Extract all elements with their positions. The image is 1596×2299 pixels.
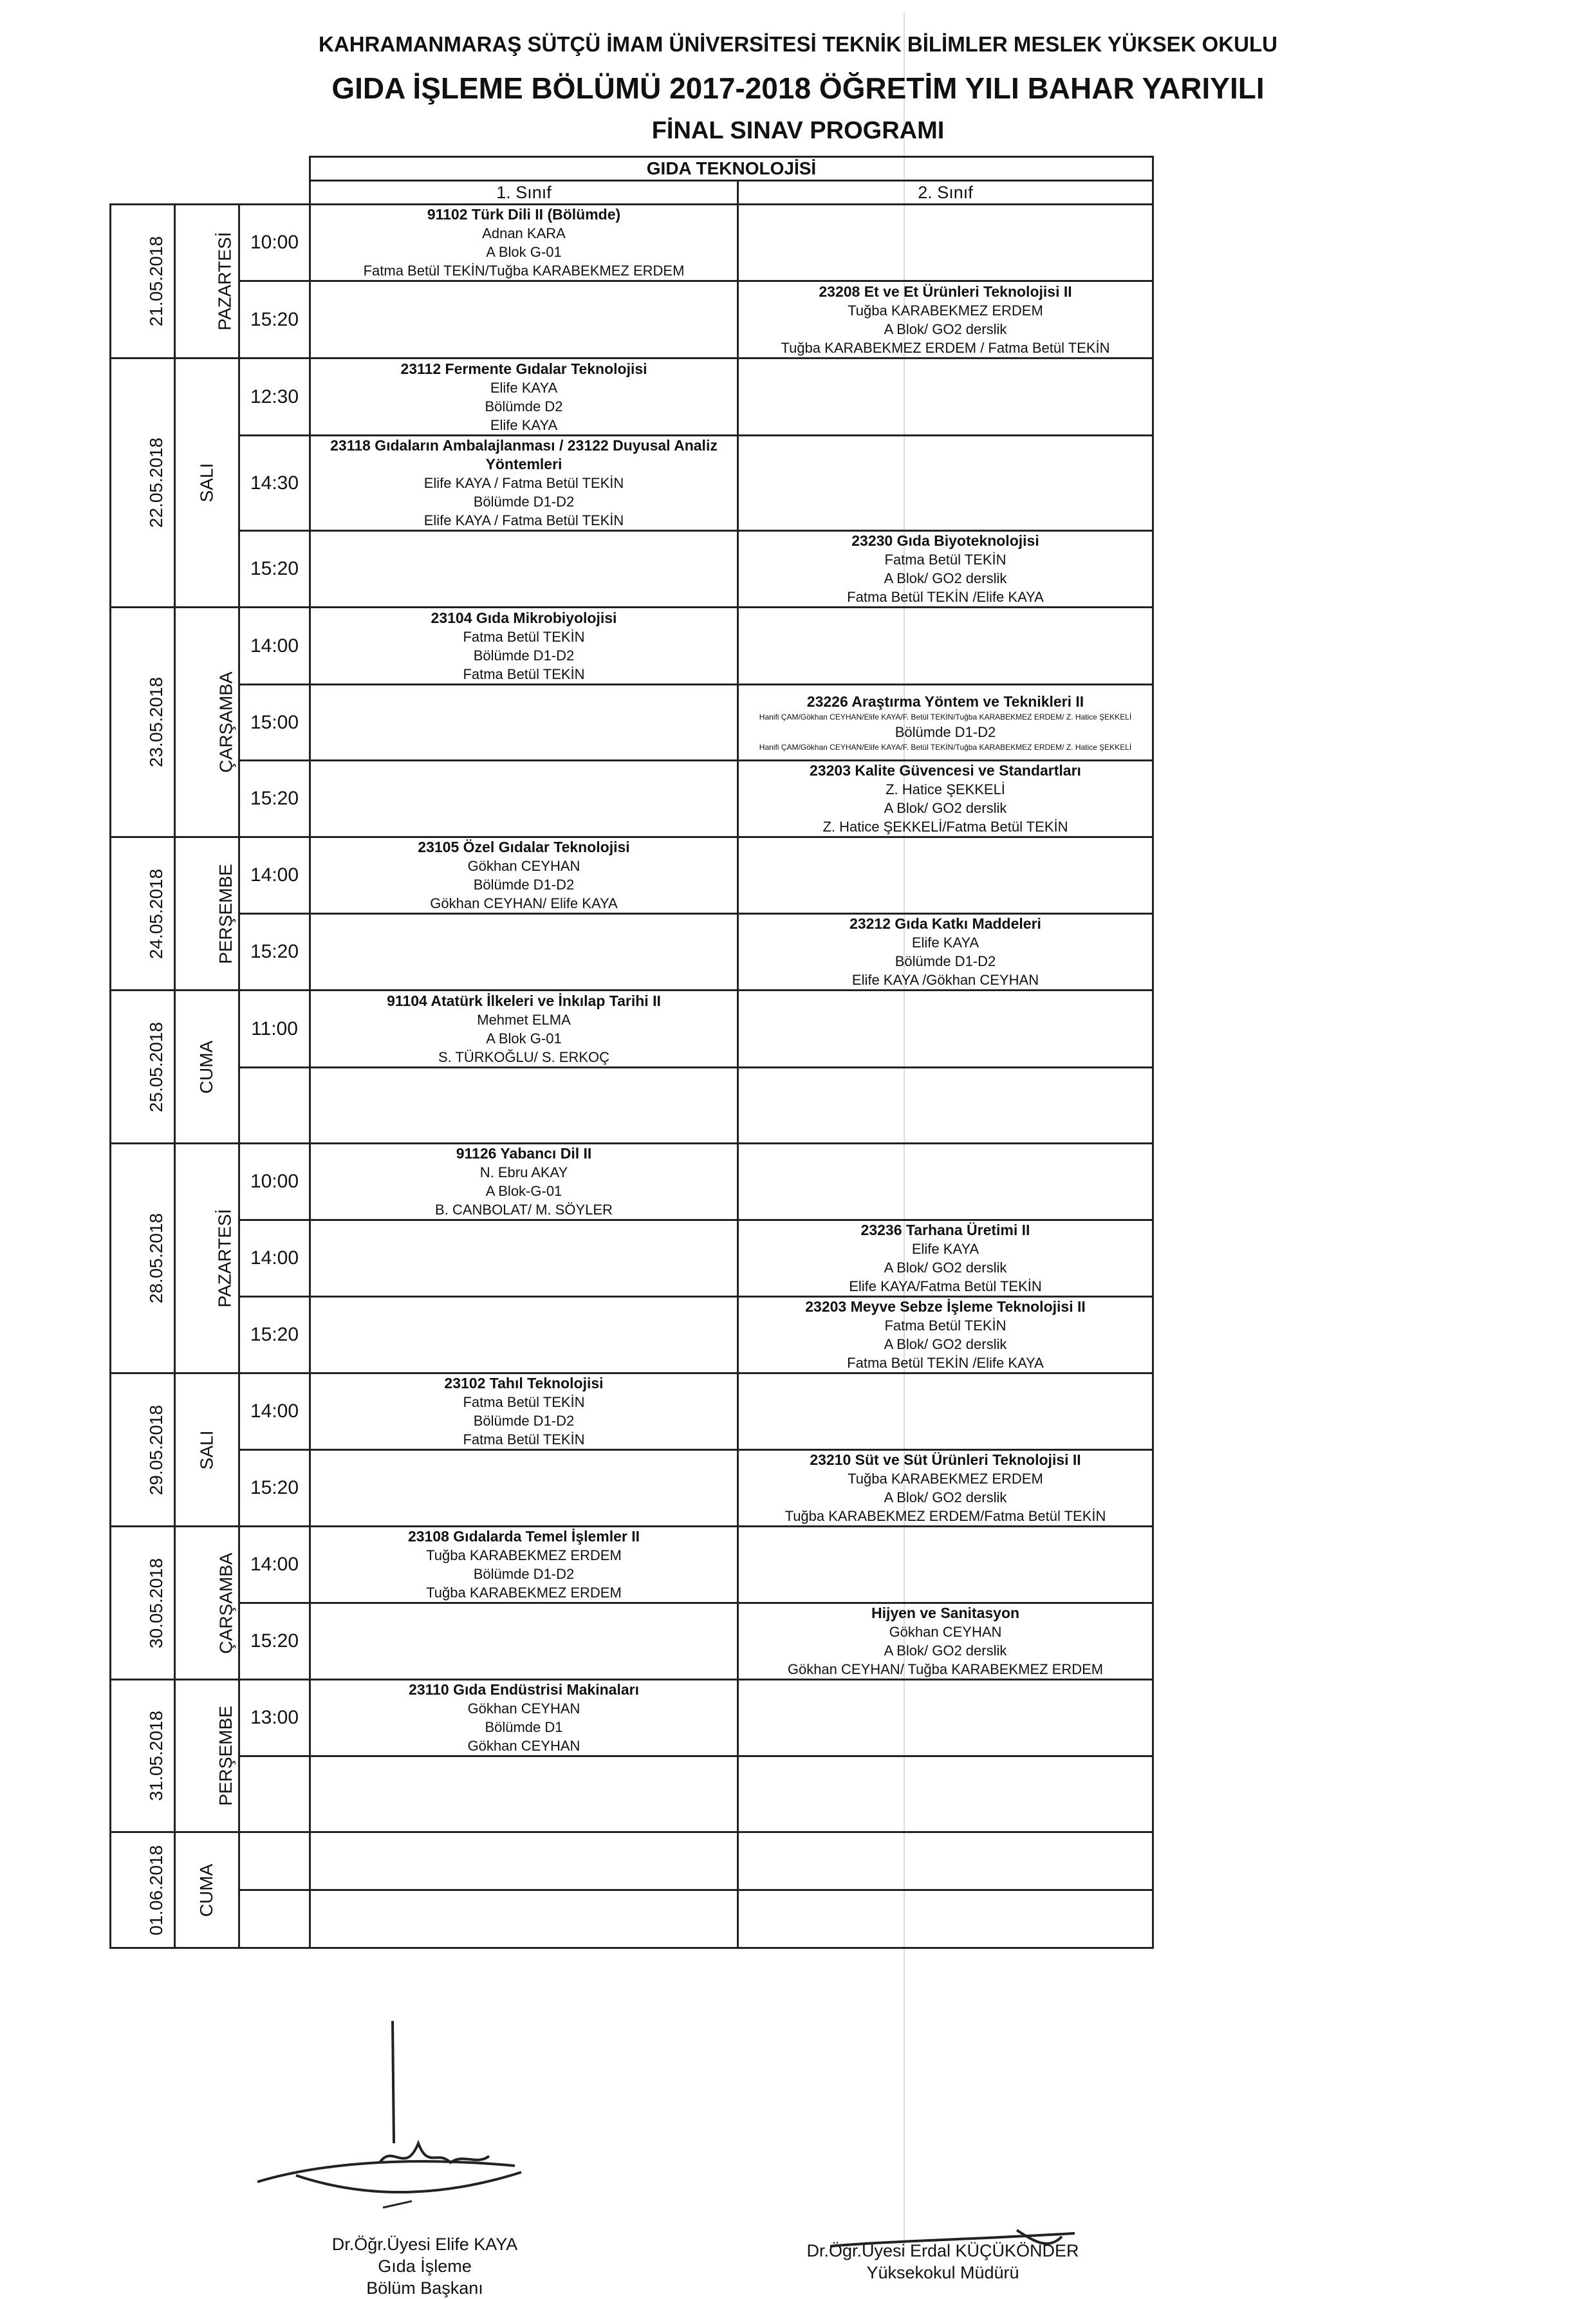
schedule-row — [111, 205, 1153, 281]
room: A Blok/ GO2 derslik — [884, 1260, 1007, 1276]
exam-weekday — [175, 837, 239, 991]
exam-weekday-text: SALI — [196, 1430, 217, 1469]
course-title: 91126 Yabancı Dil II — [456, 1145, 592, 1162]
schedule-row — [111, 531, 1153, 608]
exam-weekday — [175, 1373, 239, 1527]
proctors: Tuğba KARABEKMEZ ERDEM/Fatma Betül TEKİN — [784, 1508, 1106, 1524]
class2-exam-cell — [738, 1297, 1153, 1373]
class1-exam-cell — [310, 914, 738, 991]
exam-weekday-text: PERŞEMBE — [215, 1706, 236, 1806]
exam-time: 15:20 — [239, 531, 310, 608]
exam-date-text: 31.05.2018 — [146, 1710, 167, 1801]
handwritten-signature-right — [824, 2227, 1081, 2257]
class1-exam-cell — [310, 436, 738, 531]
schedule-row — [111, 1068, 1153, 1144]
schedule-row — [111, 1297, 1153, 1373]
schedule-row — [111, 1890, 1153, 1948]
exam-date-text: 22.05.2018 — [146, 437, 167, 528]
exam-date-text: 28.05.2018 — [146, 1213, 167, 1304]
class2-exam-cell — [738, 436, 1153, 531]
exam-date — [111, 1832, 175, 1948]
exam-time — [239, 1068, 310, 1144]
exam-weekday — [175, 1680, 239, 1832]
proctors: B. CANBOLAT/ M. SÖYLER — [435, 1202, 613, 1218]
room: Bölümde D1-D2 — [473, 647, 575, 664]
class2-exam-cell — [738, 1603, 1153, 1680]
schedule-row — [111, 358, 1153, 436]
exam-date-text: 21.05.2018 — [146, 236, 167, 327]
course-title: 23118 Gıdaların Ambalajlanması / 23122 Duyusal Analiz Yöntemleri — [330, 437, 718, 472]
class1-exam-cell — [310, 1373, 738, 1450]
schedule-row — [111, 685, 1153, 761]
exam-weekday-text: SALI — [196, 463, 217, 503]
class2-exam-cell — [738, 1068, 1153, 1144]
exam-date — [111, 205, 175, 358]
exam-time: 15:20 — [239, 1603, 310, 1680]
course-title: 91104 Atatürk İlkeleri ve İnkılap Tarihi II — [387, 992, 661, 1009]
course-title: 23104 Gıda Mikrobiyolojisi — [431, 609, 617, 626]
exam-time: 15:20 — [239, 1297, 310, 1373]
room: A Blok/ GO2 derslik — [884, 570, 1007, 586]
exam-weekday-text: PAZARTESİ — [214, 232, 235, 331]
instructor: Gökhan CEYHAN — [889, 1624, 1002, 1640]
proctors: Gökhan CEYHAN/ Tuğba KARABEKMEZ ERDEM — [787, 1661, 1104, 1677]
class2-exam-cell — [738, 608, 1153, 685]
proctors: Z. Hatice ŞEKKELİ/Fatma Betül TEKİN — [822, 819, 1068, 835]
exam-date-text: 01.06.2018 — [146, 1845, 167, 1935]
room: A Blok/ GO2 derslik — [884, 1489, 1007, 1505]
exam-time: 14:00 — [239, 608, 310, 685]
signer-role: Yüksekokul Müdürü — [866, 2263, 1019, 2282]
proctors: Hanifi ÇAM/Gökhan CEYHAN/Elife KAYA/F. Betül TEKİN/Tuğba KARABEKMEZ ERDEM/ Z. Hatice ŞEKKELİ — [759, 742, 1132, 752]
course-title: 23208 Et ve Et Ürünleri Teknolojisi II — [819, 283, 1072, 300]
exam-time — [239, 1832, 310, 1890]
exam-time — [239, 1756, 310, 1832]
exam-time: 11:00 — [239, 991, 310, 1068]
schedule-row — [111, 608, 1153, 685]
course-title: 23105 Özel Gıdalar Teknolojisi — [418, 839, 630, 855]
institution-name: KAHRAMANMARAŞ SÜTÇÜ İMAM ÜNİVERSİTESİ TEKNİK BİLİMLER MESLEK YÜKSEK OKULU — [319, 32, 1277, 56]
class1-header: 1. Sınıf — [310, 181, 738, 205]
instructor: Elife KAYA — [490, 379, 558, 396]
course-title: 23203 Meyve Sebze İşleme Teknolojisi II — [805, 1298, 1086, 1315]
exam-weekday — [175, 205, 239, 358]
room: A Blok/ GO2 derslik — [884, 800, 1007, 816]
exam-time: 12:30 — [239, 358, 310, 436]
instructor: Tuğba KARABEKMEZ ERDEM — [848, 1471, 1043, 1487]
proctors: Fatma Betül TEKİN — [463, 666, 585, 682]
schedule-row — [111, 1144, 1153, 1220]
room: A Blok/ GO2 derslik — [884, 1336, 1007, 1352]
room: A Blok G-01 — [486, 244, 562, 260]
room: Bölümde D1-D2 — [473, 494, 575, 510]
instructor: Adnan KARA — [482, 225, 566, 241]
course-title: 23230 Gıda Biyoteknolojisi — [851, 532, 1039, 549]
class2-exam-cell — [738, 1890, 1153, 1948]
class2-exam-cell — [738, 205, 1153, 281]
schedule-row — [111, 1527, 1153, 1603]
exam-time: 10:00 — [239, 1144, 310, 1220]
course-title: 23112 Fermente Gıdalar Teknolojisi — [400, 360, 647, 377]
schedule-row — [111, 761, 1153, 837]
exam-date-text: 23.05.2018 — [146, 676, 167, 768]
exam-weekday-text: CUMA — [196, 1040, 217, 1094]
room: A Blok-G-01 — [485, 1183, 562, 1199]
exam-weekday — [175, 608, 239, 837]
class1-exam-cell — [310, 1832, 738, 1890]
exam-date — [111, 1680, 175, 1832]
exam-time: 14:00 — [239, 837, 310, 914]
exam-weekday-text: PAZARTESİ — [214, 1209, 235, 1308]
exam-time: 15:20 — [239, 281, 310, 358]
class1-exam-cell — [310, 1297, 738, 1373]
proctors: Elife KAYA / Fatma Betül TEKİN — [423, 512, 624, 528]
class1-exam-cell — [310, 1603, 738, 1680]
exam-date — [111, 608, 175, 837]
room: Bölümde D1-D2 — [473, 1413, 575, 1429]
instructor: Fatma Betül TEKİN — [463, 1394, 585, 1410]
class2-header: 2. Sınıf — [738, 181, 1153, 205]
proctors: Tuğba KARABEKMEZ ERDEM — [426, 1585, 622, 1601]
instructor: Tuğba KARABEKMEZ ERDEM — [848, 302, 1043, 319]
class1-exam-cell — [310, 1220, 738, 1297]
schedule-row — [111, 1756, 1153, 1832]
instructor: Tuğba KARABEKMEZ ERDEM — [426, 1547, 622, 1563]
signer-dept: Gıda İşleme — [378, 2257, 472, 2276]
schedule-row — [111, 1680, 1153, 1756]
class1-exam-cell — [310, 991, 738, 1068]
schedule-row — [111, 1603, 1153, 1680]
schedule-row — [111, 991, 1153, 1068]
class1-exam-cell — [310, 837, 738, 914]
course-title: 23212 Gıda Katkı Maddeleri — [849, 915, 1041, 932]
course-title: 23108 Gıdalarda Temel İşlemler II — [407, 1528, 640, 1545]
class1-exam-cell — [310, 1450, 738, 1527]
instructor: Elife KAYA — [911, 1241, 979, 1257]
exam-time: 14:00 — [239, 1373, 310, 1450]
class2-exam-cell — [738, 1450, 1153, 1527]
room: Bölümde D1-D2 — [895, 953, 996, 969]
signer-name: Dr.Öğr.Üyesi Erdal KÜÇÜKÖNDER — [806, 2241, 1079, 2260]
schedule-row — [111, 281, 1153, 358]
document-title: GIDA İŞLEME BÖLÜMÜ 2017-2018 ÖĞRETİM YILI BAHAR YARIYILI — [331, 71, 1265, 105]
proctors: Tuğba KARABEKMEZ ERDEM / Fatma Betül TEKİN — [781, 339, 1110, 356]
exam-time: 14:00 — [239, 1220, 310, 1297]
class1-exam-cell — [310, 761, 738, 837]
exam-time: 15:20 — [239, 761, 310, 837]
exam-weekday-text: ÇARŞAMBA — [216, 1552, 236, 1654]
room: A Blok/ GO2 derslik — [884, 1643, 1007, 1659]
proctors: Gökhan CEYHAN — [467, 1738, 580, 1754]
course-title: 23210 Süt ve Süt Ürünleri Teknolojisi II — [810, 1451, 1081, 1468]
class2-exam-cell — [738, 1144, 1153, 1220]
class2-exam-cell — [738, 531, 1153, 608]
exam-date — [111, 1144, 175, 1373]
exam-weekday-text: CUMA — [196, 1863, 217, 1917]
room: A Blok G-01 — [486, 1030, 562, 1047]
instructor: Fatma Betül TEKİN — [884, 552, 1007, 568]
schedule-row — [111, 436, 1153, 531]
class1-exam-cell — [310, 531, 738, 608]
course-title: 23203 Kalite Güvencesi ve Standartları — [810, 762, 1081, 779]
instructor: Gökhan CEYHAN — [467, 1700, 580, 1717]
class2-exam-cell — [738, 1220, 1153, 1297]
proctors: Elife KAYA /Gökhan CEYHAN — [851, 972, 1039, 988]
exam-date — [111, 991, 175, 1144]
class2-exam-cell — [738, 1756, 1153, 1832]
class2-exam-cell — [738, 1680, 1153, 1756]
schedule-row — [111, 1832, 1153, 1890]
exam-weekday — [175, 358, 239, 608]
exam-weekday — [175, 1527, 239, 1680]
exam-date-text: 25.05.2018 — [146, 1021, 167, 1112]
room: Bölümde D1-D2 — [473, 1566, 575, 1582]
exam-date-text: 30.05.2018 — [146, 1558, 167, 1648]
exam-weekday — [175, 1832, 239, 1948]
exam-schedule-table — [109, 156, 1154, 1949]
class1-exam-cell — [310, 281, 738, 358]
room: Bölümde D2 — [485, 398, 563, 414]
class1-exam-cell — [310, 608, 738, 685]
signer-role: Bölüm Başkanı — [366, 2278, 483, 2298]
instructor: Fatma Betül TEKİN — [463, 628, 585, 645]
room: Bölümde D1-D2 — [473, 877, 575, 893]
schedule-row — [111, 1220, 1153, 1297]
room: Bölümde D1 — [485, 1719, 563, 1735]
exam-weekday-text: PERŞEMBE — [215, 863, 236, 964]
exam-date — [111, 837, 175, 991]
schedule-row — [111, 1450, 1153, 1527]
exam-time: 13:00 — [239, 1680, 310, 1756]
exam-date-text: 24.05.2018 — [146, 868, 167, 959]
schedule-row — [111, 914, 1153, 991]
exam-time: 15:20 — [239, 914, 310, 991]
class2-exam-cell — [738, 761, 1153, 837]
instructor: Mehmet ELMA — [477, 1011, 571, 1028]
proctors: Elife KAYA — [490, 416, 558, 433]
instructor: Fatma Betül TEKİN — [884, 1317, 1007, 1334]
signer-name: Dr.Öğr.Üyesi Elife KAYA — [331, 2235, 518, 2254]
class1-exam-cell — [310, 1680, 738, 1756]
exam-weekday — [175, 991, 239, 1144]
proctors: Fatma Betül TEKİN /Elife KAYA — [847, 589, 1044, 605]
class1-exam-cell — [310, 685, 738, 761]
exam-date — [111, 358, 175, 608]
class1-exam-cell — [310, 1756, 738, 1832]
group-header: GIDA TEKNOLOJİSİ — [310, 157, 1153, 181]
class2-exam-cell — [738, 914, 1153, 991]
exam-time: 14:30 — [239, 436, 310, 531]
class2-exam-cell — [738, 685, 1153, 761]
class1-exam-cell — [310, 1890, 738, 1948]
class1-exam-cell — [310, 1527, 738, 1603]
exam-weekday-text: ÇARŞAMBA — [216, 671, 236, 773]
class1-exam-cell — [310, 358, 738, 436]
instructor: Elife KAYA — [911, 935, 979, 951]
schedule-row — [111, 837, 1153, 914]
instructor: Z. Hatice ŞEKKELİ — [886, 781, 1005, 797]
document-subtitle: FİNAL SINAV PROGRAMI — [651, 117, 945, 144]
handwritten-signature-left — [245, 2015, 541, 2259]
course-title: 23226 Araştırma Yöntem ve Teknikleri II — [806, 693, 1084, 710]
proctors: Gökhan CEYHAN/ Elife KAYA — [430, 895, 618, 911]
exam-time: 10:00 — [239, 205, 310, 281]
class2-exam-cell — [738, 1373, 1153, 1450]
proctors: Fatma Betül TEKİN — [463, 1431, 585, 1447]
class2-exam-cell — [738, 358, 1153, 436]
class1-exam-cell — [310, 205, 738, 281]
course-title: 23102 Tahıl Teknolojisi — [444, 1375, 604, 1392]
class2-exam-cell — [738, 1527, 1153, 1603]
class2-exam-cell — [738, 281, 1153, 358]
class1-exam-cell — [310, 1144, 738, 1220]
course-title: 23236 Tarhana Üretimi II — [860, 1222, 1030, 1238]
course-title: 23110 Gıda Endüstrisi Makinaları — [409, 1681, 639, 1698]
exam-weekday — [175, 1144, 239, 1373]
class2-exam-cell — [738, 991, 1153, 1068]
schedule-row — [111, 1373, 1153, 1450]
proctors: Fatma Betül TEKİN/Tuğba KARABEKMEZ ERDEM — [363, 263, 685, 279]
exam-time: 15:20 — [239, 1450, 310, 1527]
class1-exam-cell — [310, 1068, 738, 1144]
exam-time — [239, 1890, 310, 1948]
course-title: 91102 Türk Dili II (Bölümde) — [427, 206, 621, 223]
proctors: S. TÜRKOĞLU/ S. ERKOÇ — [438, 1048, 610, 1065]
proctors: Fatma Betül TEKİN /Elife KAYA — [847, 1355, 1044, 1371]
exam-time: 15:00 — [239, 685, 310, 761]
instructor: N. Ebru AKAY — [479, 1164, 568, 1180]
course-title: Hijyen ve Sanitasyon — [871, 1605, 1020, 1621]
exam-time: 14:00 — [239, 1527, 310, 1603]
exam-date — [111, 1373, 175, 1527]
instructor: Elife KAYA / Fatma Betül TEKİN — [423, 475, 624, 491]
proctors: Elife KAYA/Fatma Betül TEKİN — [849, 1278, 1042, 1294]
room: A Blok/ GO2 derslik — [884, 321, 1007, 337]
class2-exam-cell — [738, 837, 1153, 914]
instructor: Gökhan CEYHAN — [467, 858, 580, 874]
exam-date-text: 29.05.2018 — [146, 1404, 167, 1495]
instructor: Hanifi ÇAM/Gökhan CEYHAN/Elife KAYA/F. Betül TEKİN/Tuğba KARABEKMEZ ERDEM/ Z. Hatice ŞEKKELİ — [759, 712, 1132, 721]
room: Bölümde D1-D2 — [895, 723, 996, 740]
exam-date — [111, 1527, 175, 1680]
class2-exam-cell — [738, 1832, 1153, 1890]
